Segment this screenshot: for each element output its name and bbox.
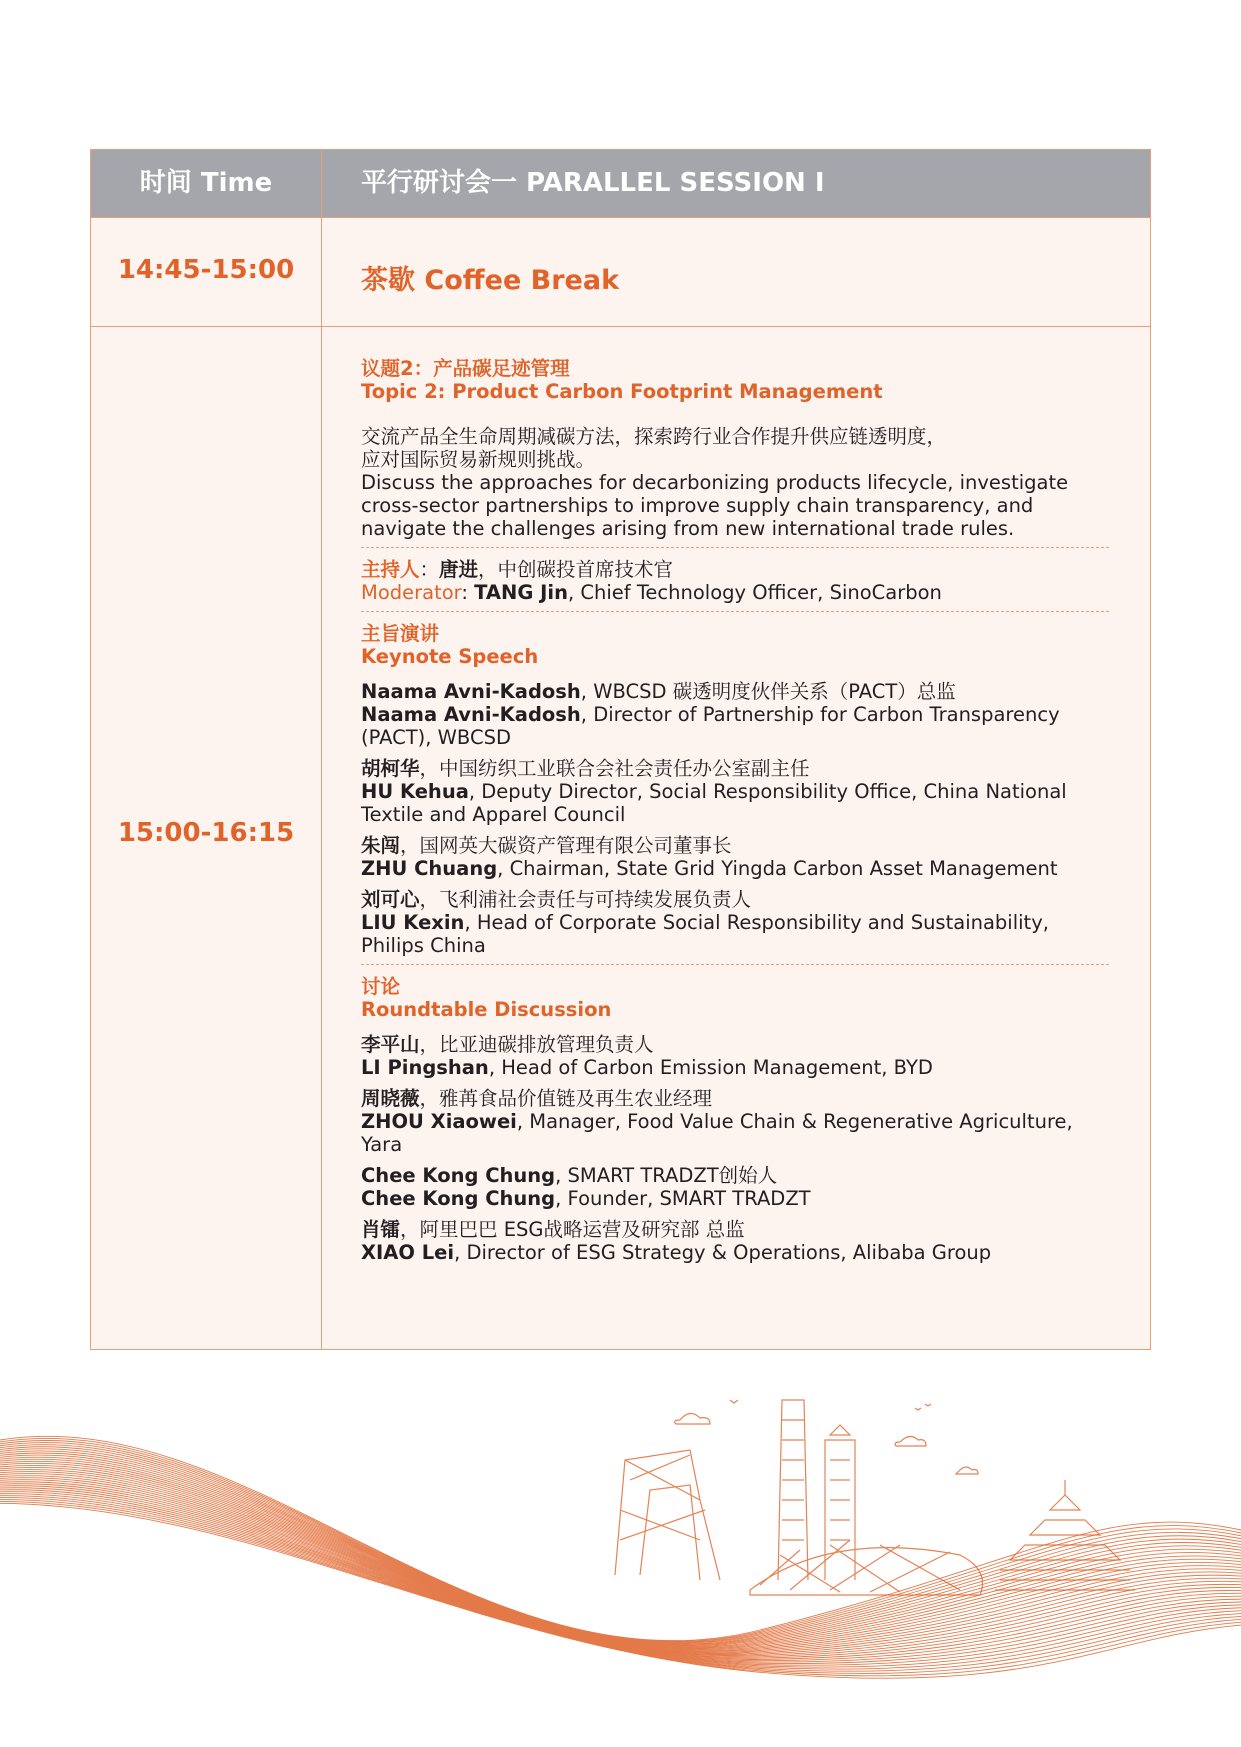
speaker-line <box>361 857 1111 880</box>
wave-line <box>0 1451 1241 1645</box>
panelist-name: Chee Kong Chung <box>361 1164 556 1187</box>
header-session: 平行研讨会一 PARALLEL SESSION Ⅰ <box>361 168 825 198</box>
panelist-name: 周晓薇 <box>361 1087 420 1110</box>
speaker-title: , Director of Partnership for Carbon Transparency <box>580 703 1060 726</box>
keynote-label-cn: 主旨演讲 <box>361 622 440 645</box>
moderator-label-cn: 主持人 <box>361 558 420 581</box>
landmark-buildings <box>615 1400 1135 1595</box>
dashed-divider <box>361 547 1109 548</box>
speaker-name: ZHU Chuang <box>361 857 498 880</box>
wave-line <box>0 1461 1241 1649</box>
moderator-cn: 主持人：唐进，中创碳投首席技术官 <box>361 558 674 581</box>
wave-line <box>0 1470 1241 1653</box>
speaker-line <box>361 680 1111 703</box>
moderator-en: Moderator: TANG Jin, Chief Technology Officer, SinoCarbon <box>361 581 942 604</box>
panelist-title: , Founder, SMART TRADZT <box>555 1187 811 1210</box>
speaker-name: 朱闯 <box>361 834 401 857</box>
panelist-title: , Manager, Food Value Chain & Regenerative Agriculture, Yara <box>361 1110 1073 1156</box>
coffee-break-title: 茶歇 Coffee Break <box>361 265 620 296</box>
speaker-line <box>361 911 1111 934</box>
roundtable-label-en: Roundtable Discussion <box>361 998 612 1021</box>
wave-line <box>0 1459 1241 1648</box>
speaker-line <box>361 780 1111 803</box>
wave-line <box>0 1503 1241 1678</box>
speaker-title: , Head of Corporate Social Responsibility and Sustainability, <box>464 911 1049 934</box>
speaker-title: , Deputy Director, Social Responsibility Office, China National <box>468 780 1067 803</box>
topic-title-en: Topic 2: Product Carbon Footprint Management <box>361 380 883 403</box>
topic-title-cn: 议题2：产品碳足迹管理 <box>361 357 570 380</box>
moderator-title-en: , Chief Technology Officer, SinoCarbon <box>567 581 942 604</box>
agenda-table <box>90 149 1151 1350</box>
panelist-title: , SMART TRADZT创始人 <box>555 1164 778 1187</box>
description-cn-line: 应对国际贸易新规则挑战。 <box>361 448 596 471</box>
panelist-line <box>361 1164 1111 1187</box>
speaker-name: HU Kehua <box>361 780 469 803</box>
session-content <box>361 357 1111 1264</box>
speaker-line: (PACT), WBCSD <box>361 726 511 749</box>
panelist-line <box>361 1087 1111 1110</box>
row-divider <box>91 217 1150 218</box>
wave-line <box>0 1465 1241 1650</box>
description-en-line: Discuss the approaches for decarbonizing products lifecycle, investigate <box>361 471 1069 494</box>
panelist-line <box>361 1110 1111 1156</box>
speaker-line <box>361 703 1111 726</box>
panelist-name: Chee Kong Chung <box>361 1187 556 1210</box>
speaker-line: Philips China <box>361 934 486 957</box>
session-time: 15:00-16:15 <box>117 818 295 848</box>
moderator-name-cn: 唐进 <box>439 558 479 581</box>
header-time: 时间 Time <box>139 168 273 198</box>
coffee-time: 14:45-15:00 <box>117 255 295 285</box>
speaker-title: , Chairman, State Grid Yingda Carbon Asset Management <box>497 857 1058 880</box>
table-header <box>91 150 1150 217</box>
roundtable-label-cn: 讨论 <box>361 975 401 998</box>
panelist-name: 肖镭 <box>361 1218 401 1241</box>
panelist-title: , Director of ESG Strategy & Operations, Alibaba Group <box>454 1241 992 1264</box>
description-cn-line: 交流产品全生命周期减碳方法，探索跨行业合作提升供应链透明度， <box>361 425 947 448</box>
speaker-name: LIU Kexin <box>361 911 465 934</box>
panelist-title: , Head of Carbon Emission Management, BYD <box>488 1056 933 1079</box>
moderator-title-cn: ，中创碳投首席技术官 <box>478 558 674 581</box>
speaker-line <box>361 757 1111 780</box>
panelist-name: LI Pingshan <box>361 1056 489 1079</box>
speaker-title: ，飞利浦社会责任与可持续发展负责人 <box>419 888 752 911</box>
row-divider <box>91 326 1150 327</box>
description-en-line: cross-sector partnerships to improve supply chain transparency, and <box>361 494 1034 517</box>
speaker-line <box>361 888 1111 911</box>
speaker-line <box>361 834 1111 857</box>
panelist-title: ，阿里巴巴 ESG战略运营及研究部 总监 <box>400 1218 745 1241</box>
speaker-title: ，中国纺织工业联合会社会责任办公室副主任 <box>419 757 810 780</box>
keynote-label-en: Keynote Speech <box>361 645 539 668</box>
panelist-line <box>361 1033 1111 1056</box>
dashed-divider <box>361 964 1109 965</box>
panelist-line <box>361 1187 1111 1210</box>
speaker-line: Textile and Apparel Council <box>361 803 626 826</box>
panelist-line <box>361 1056 1111 1079</box>
orange-wave-lines <box>0 1436 1241 1678</box>
speaker-title: , WBCSD 碳透明度伙伴关系（PACT）总监 <box>580 680 956 703</box>
panelist-name: ZHOU Xiaowei <box>361 1110 517 1133</box>
panelist-title: ，比亚迪碳排放管理负责人 <box>419 1033 654 1056</box>
column-divider <box>321 150 322 1349</box>
speaker-name: 胡柯华 <box>361 757 420 780</box>
speaker-name: Naama Avni-Kadosh <box>361 703 581 726</box>
description-en-line: navigate the challenges arising from new international trade rules. <box>361 517 1015 540</box>
panelist-name: 李平山 <box>361 1033 420 1056</box>
dashed-divider <box>361 611 1109 612</box>
speaker-name: 刘可心 <box>361 888 420 911</box>
beijing-skyline-illustration <box>0 1380 1241 1747</box>
speaker-title: ，国网英大碳资产管理有限公司董事长 <box>400 834 732 857</box>
wave-line <box>0 1455 1241 1647</box>
moderator-name-en: TANG Jin <box>474 581 568 604</box>
panelist-name: XIAO Lei <box>361 1241 455 1264</box>
moderator-label-en: Moderator <box>361 581 462 604</box>
panelist-title: ，雅苒食品价值链及再生农业经理 <box>419 1087 713 1110</box>
speaker-name: Naama Avni-Kadosh <box>361 680 581 703</box>
panelist-line <box>361 1241 1111 1264</box>
panelist-line <box>361 1218 1111 1241</box>
